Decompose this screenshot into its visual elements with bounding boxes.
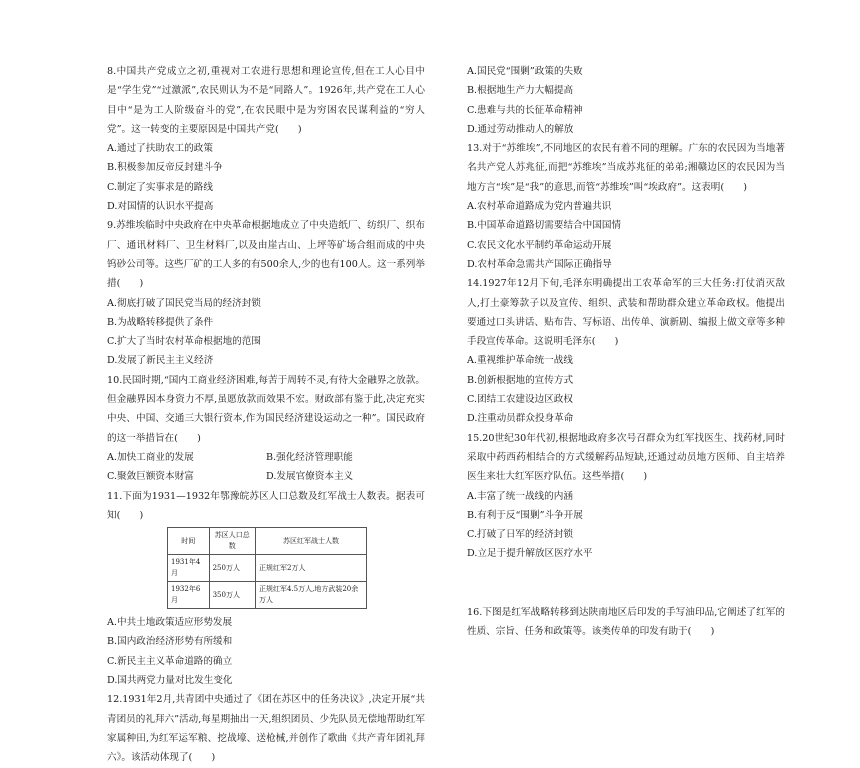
q11-option-d: D.国共两党力量对比发生变化 — [107, 675, 233, 687]
q10-option-a: A.加快工商业的发展 — [107, 451, 194, 463]
q11-option-a: A.中共土地政策适应形势发展 — [107, 617, 233, 629]
population-table — [167, 527, 367, 609]
q9-option-b: B.为战略转移提供了条件 — [107, 316, 214, 328]
q9-option-c: C.扩大了当时农村革命根据地的范围 — [107, 336, 261, 348]
q10-option-c: C.聚敛巨额资本财富 — [107, 471, 194, 483]
q15-option-c: C.打破了日军的经济封锁 — [467, 529, 573, 541]
q12-option-a: A.国民党“围剿”政策的失败 — [467, 66, 583, 77]
question-16-stem: 16.下图是红军战略转移到达陕南地区后印发的手写油印品,它阐述了红军的性质、宗旨、任务和政策等。该类传单的印发有助于( ) — [467, 606, 785, 638]
q8-option-a: A.通过了扶助农工的政策 — [107, 143, 213, 155]
q10-options-row-2 — [107, 467, 425, 486]
q14-option-a: A.重视维护革命统一战线 — [467, 355, 573, 367]
q13-option-b: B.中国革命道路切需要结合中国国情 — [467, 220, 622, 232]
right-column — [467, 62, 785, 641]
q10-option-d: D.发展官僚资本主义 — [266, 471, 354, 483]
table-row — [168, 582, 367, 609]
q8-option-c: C.制定了实事求是的路线 — [107, 181, 213, 193]
question-14-stem: 14.1927年12月下旬,毛泽东明确提出工农革命军的三大任务:打仗消灭敌人,打土豪筹款子以及宣传、组织、武装和帮助群众建立革命政权。他提出要通过口头讲话、贴布告、写标语、出传单、演新剧、编报上做文章等多种手段宣传革命。这说明毛泽东( ) — [467, 278, 785, 348]
table-cell: 1932年6月 — [168, 582, 210, 609]
table-cell: 350万人 — [209, 582, 255, 609]
question-8-stem: 8.中国共产党成立之初,重视对工农进行思想和理论宣传,但在工人心目中是“学生党”“过激派”,农民则认为不是“同路人”。1926年,共产党在工人心目中“是为工人阶级奋斗的党”,在农民眼中是为穷困农民谋利益的“穷人党”。这一转变的主要原因是中国共产党( ) — [107, 66, 425, 135]
table-cell: 1931年4月 — [168, 555, 210, 582]
q9-option-a: A.彻底打破了国民党当局的经济封锁 — [107, 297, 261, 309]
q11-option-b: B.国内政治经济形势有所缓和 — [107, 636, 233, 648]
q13-option-a: A.农村革命道路成为党内普遍共识 — [467, 201, 612, 213]
q12-option-b: B.根据地生产力大幅提高 — [467, 85, 574, 97]
question-15-stem: 15.20世纪30年代初,根据地政府多次号召群众为红军找医生、找药材,同时采取中药西药相结合的方式缓解药品短缺,还通过动员地方医师、自主培养医生来壮大红军医疗队伍。这些举措( ) — [467, 432, 785, 483]
table-header: 时间 — [168, 528, 210, 555]
question-12-stem: 12.1931年2月,共青团中央通过了《团在苏区中的任务决议》,决定开展“共青团员的礼拜六”活动,每星期抽出一天,组织团员、少先队员无偿地帮助红军家属种田,为红军运军粮、挖战壕、送枪械,并创作了歌曲《共产青年团礼拜六》。该活动体现了( ) — [107, 694, 426, 764]
left-column — [107, 62, 425, 768]
q8-option-b: B.积极参加反帝反封建斗争 — [107, 162, 223, 174]
table-cell: 正规红军4.5万人,地方武装20余万人 — [255, 582, 366, 609]
q15-option-d: D.立足于提升解放区医疗水平 — [467, 548, 593, 560]
q13-option-d: D.农村革命急需共产国际正确指导 — [467, 258, 612, 270]
q11-option-c: C.新民主主义革命道路的确立 — [107, 655, 233, 667]
question-9-stem: 9.苏维埃临时中央政府在中央革命根据地成立了中央造纸厂、纺织厂、织布厂、通讯材料厂、卫生材料厂,以及由崖古山、上坪等矿场合组而成的中央钨砂公司等。这些厂矿的工人多的有500余人,少的也有100人。这一系列举措( ) — [107, 220, 425, 290]
table-header-row — [168, 528, 367, 555]
q12-option-c: C.患难与共的长征革命精神 — [467, 104, 583, 116]
spacer — [467, 564, 785, 603]
q10-options-row-1 — [107, 448, 425, 467]
q14-option-c: C.团结工农建设边区政权 — [467, 394, 573, 406]
q15-option-a: A.丰富了统一战线的内涵 — [467, 490, 573, 502]
question-10-stem: 10.民国时期,“国内工商业经济困难,每苦于周转不灵,有待大金融界之放款。但金融界因本身资力不厚,虽愿放款而效果不宏。财政部有鉴于此,决定充实中央、中国、交通三大银行资本,作为国民经济建设运动之一种”。国民政府的这一举措旨在( ) — [107, 374, 425, 444]
table-header: 苏区红军战士人数 — [255, 528, 366, 555]
table-row — [168, 555, 367, 582]
q15-option-b: B.有利于反“围剿”斗争开展 — [467, 509, 583, 521]
q14-option-b: B.创新根据地的宣传方式 — [467, 374, 574, 386]
table-cell: 正规红军2万人 — [255, 555, 366, 582]
table-cell: 250万人 — [209, 555, 255, 582]
q13-option-c: C.农民文化水平制约革命运动开展 — [467, 239, 612, 251]
table-header: 苏区人口总数 — [209, 528, 255, 555]
q8-option-d: D.对国情的认识水平提高 — [107, 201, 214, 213]
q12-option-d: D.通过劳动推动人的解放 — [467, 123, 574, 135]
question-13-stem: 13.对于“苏维埃”,不同地区的农民有着不同的理解。广东的农民因为当地著名共产党人苏兆征,而把“苏维埃”当成苏兆征的弟弟;湘赣边区的农民因为当地方言“埃”是“我”的意思,而管“苏维埃”叫“埃政府”。这表明( ) — [467, 143, 785, 193]
q9-option-d: D.发展了新民主主义经济 — [107, 355, 214, 367]
q10-option-b: B.强化经济管理职能 — [266, 451, 353, 463]
question-11-stem: 11.下面为1931—1932年鄂豫皖苏区人口总数及红军战士人数表。据表可知( ) — [107, 490, 425, 521]
q14-option-d: D.注重动员群众投身革命 — [467, 413, 574, 425]
